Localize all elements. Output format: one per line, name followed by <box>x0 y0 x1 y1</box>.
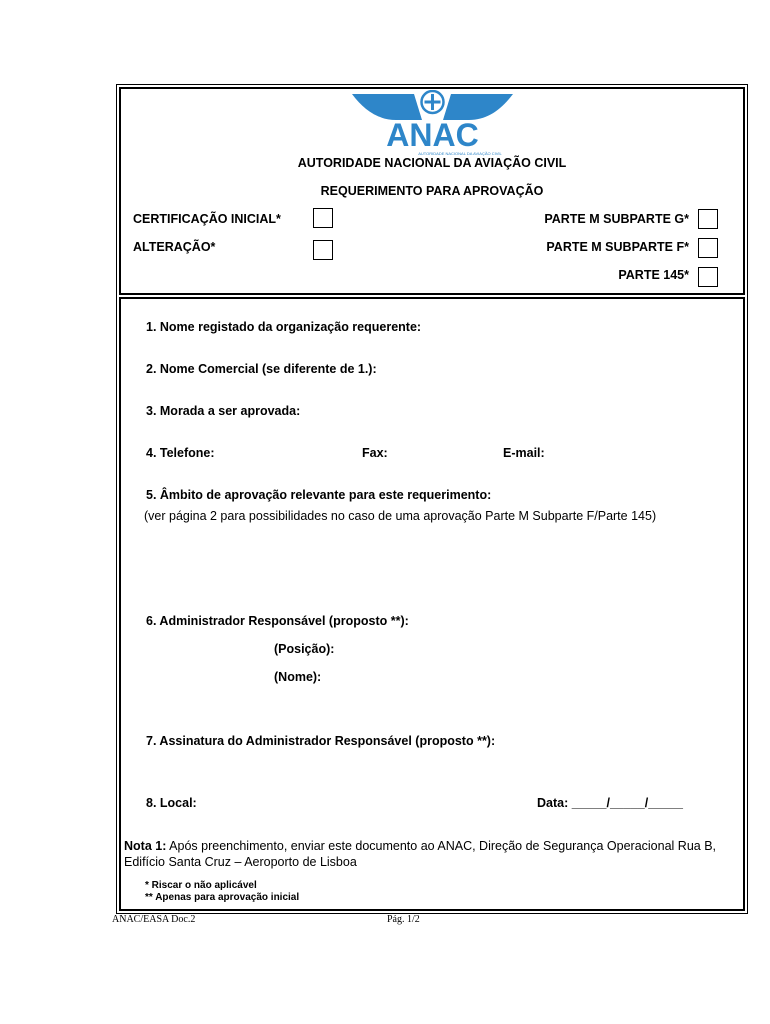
checkbox-alteration[interactable] <box>313 240 333 260</box>
checkbox-initial-certification[interactable] <box>313 208 333 228</box>
footnote-strike: * Riscar o não aplicável <box>145 880 257 891</box>
field-address: 3. Morada a ser aprovada: <box>146 404 301 418</box>
field-place: 8. Local: <box>146 796 197 810</box>
note-1 <box>124 838 716 870</box>
footer-page-number: Pág. 1/2 <box>387 914 420 925</box>
option-label-alteration: ALTERAÇÃO* <box>133 240 216 254</box>
field-approval-scope-note: (ver página 2 para possibilidades no caso de uma aprovação Parte M Subparte F/Parte 145) <box>144 509 657 523</box>
note-text-line2: Edifício Santa Cruz – Aeroporto de Lisboa <box>124 855 357 869</box>
footnote-initial-only: ** Apenas para aprovação inicial <box>145 892 300 903</box>
field-accountable-manager: 6. Administrador Responsável (proposto **): <box>146 614 409 628</box>
checkbox-part-145[interactable] <box>698 267 718 287</box>
field-registered-name: 1. Nome registado da organização requerente: <box>146 320 422 334</box>
note-label: Nota 1: <box>124 839 167 853</box>
field-manager-signature: 7. Assinatura do Administrador Responsável (proposto **): <box>146 734 496 748</box>
org-name: AUTORIDADE NACIONAL DA AVIAÇÃO CIVIL <box>297 156 567 170</box>
footer-doc-id: ANAC/EASA Doc.2 <box>112 914 196 925</box>
field-date: Data: _____/_____/_____ <box>537 796 683 810</box>
field-phone: 4. Telefone: <box>146 446 215 460</box>
field-commercial-name: 2. Nome Comercial (se diferente de 1.): <box>146 362 377 376</box>
option-label-part-m-subpart-f: PARTE M SUBPARTE F* <box>546 240 689 254</box>
field-approval-scope: 5. Âmbito de aprovação relevante para este requerimento: <box>146 488 492 502</box>
option-label-initial-certification: CERTIFICAÇÃO INICIAL* <box>133 212 281 226</box>
checkbox-part-m-subpart-g[interactable] <box>698 209 718 229</box>
field-email: E-mail: <box>503 446 545 460</box>
form-title: REQUERIMENTO PARA APROVAÇÃO <box>320 184 544 198</box>
form-body-section <box>119 297 745 911</box>
checkbox-part-m-subpart-f[interactable] <box>698 238 718 258</box>
logo-subtitle: AUTORIDADE NACIONAL DA AVIAÇÃO CIVIL <box>418 151 502 156</box>
logo-emblem-cross <box>425 94 441 110</box>
field-manager-name: (Nome): <box>274 670 322 684</box>
note-text-line1: Após preenchimento, enviar este documento ao ANAC, Direção de Segurança Operacional Rua B, <box>166 839 717 853</box>
option-label-part-m-subpart-g: PARTE M SUBPARTE G* <box>544 212 689 226</box>
field-manager-position: (Posição): <box>274 642 335 656</box>
logo-text: ANAC <box>386 117 479 153</box>
option-label-part-145: PARTE 145* <box>618 268 689 282</box>
field-fax: Fax: <box>362 446 388 460</box>
anac-logo <box>350 90 515 158</box>
